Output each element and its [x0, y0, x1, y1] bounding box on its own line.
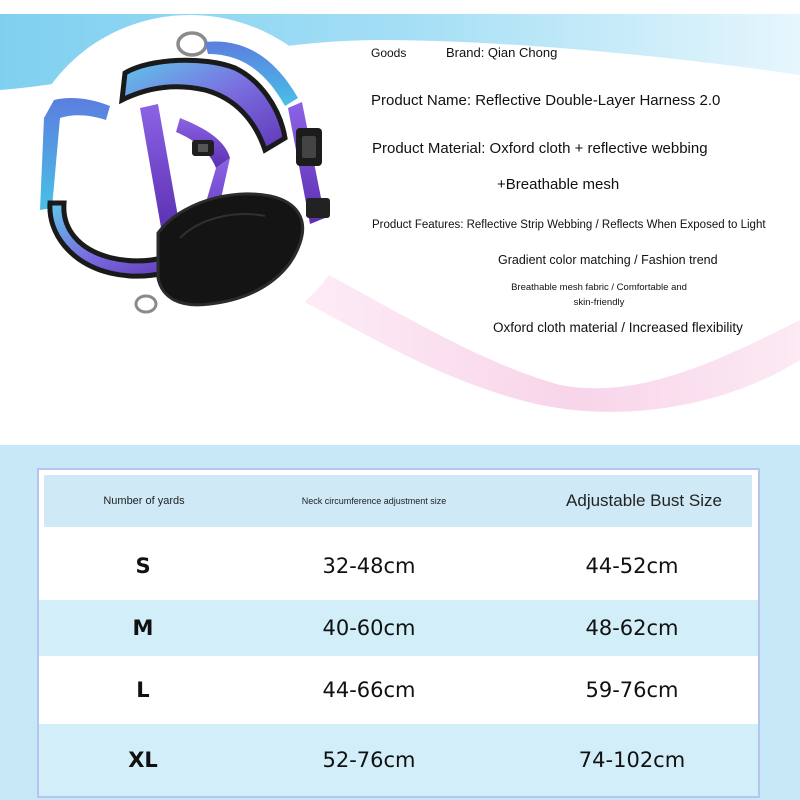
brand-text: Brand: Qian Chong	[446, 45, 558, 60]
size-cell: M	[132, 616, 154, 640]
size-cell: L	[136, 678, 150, 702]
size-chart-section	[0, 445, 800, 800]
feature-oxford: Oxford cloth material / Increased flexibility	[493, 320, 743, 335]
header-bust: Adjustable Bust Size	[566, 491, 722, 510]
bust-cell: 74-102cm	[578, 748, 686, 772]
table-row	[39, 656, 758, 724]
header-size: Number of yards	[103, 494, 185, 507]
table-row	[39, 600, 758, 656]
table-row	[39, 724, 758, 796]
neck-cell: 52-76cm	[322, 748, 416, 772]
neck-cell: 44-66cm	[322, 678, 416, 702]
feature-gradient: Gradient color matching / Fashion trend	[498, 253, 718, 267]
product-material: Product Material: Oxford cloth + reflective webbing	[372, 140, 708, 157]
product-material-extra: +Breathable mesh	[497, 176, 620, 193]
neck-cell: 40-60cm	[322, 616, 416, 640]
size-cell: S	[135, 554, 151, 578]
feature-mesh: Breathable mesh fabric / Comfortable and skin-friendly	[511, 282, 687, 308]
product-features: Product Features: Reflective Strip Webbing / Reflects When Exposed to Light	[372, 219, 766, 231]
harness-image	[30, 28, 350, 328]
goods-label: Goods	[371, 46, 407, 60]
neck-cell: 32-48cm	[322, 554, 416, 578]
product-name: Product Name: Reflective Double-Layer Harness 2.0	[371, 92, 721, 109]
size-table	[37, 468, 760, 798]
bust-cell: 59-76cm	[585, 678, 679, 702]
bust-cell: 44-52cm	[585, 554, 679, 578]
table-row	[39, 532, 758, 600]
bust-cell: 48-62cm	[585, 616, 679, 640]
size-cell: XL	[128, 748, 158, 772]
table-header	[44, 475, 752, 527]
header-neck: Neck circumference adjustment size	[301, 496, 447, 506]
